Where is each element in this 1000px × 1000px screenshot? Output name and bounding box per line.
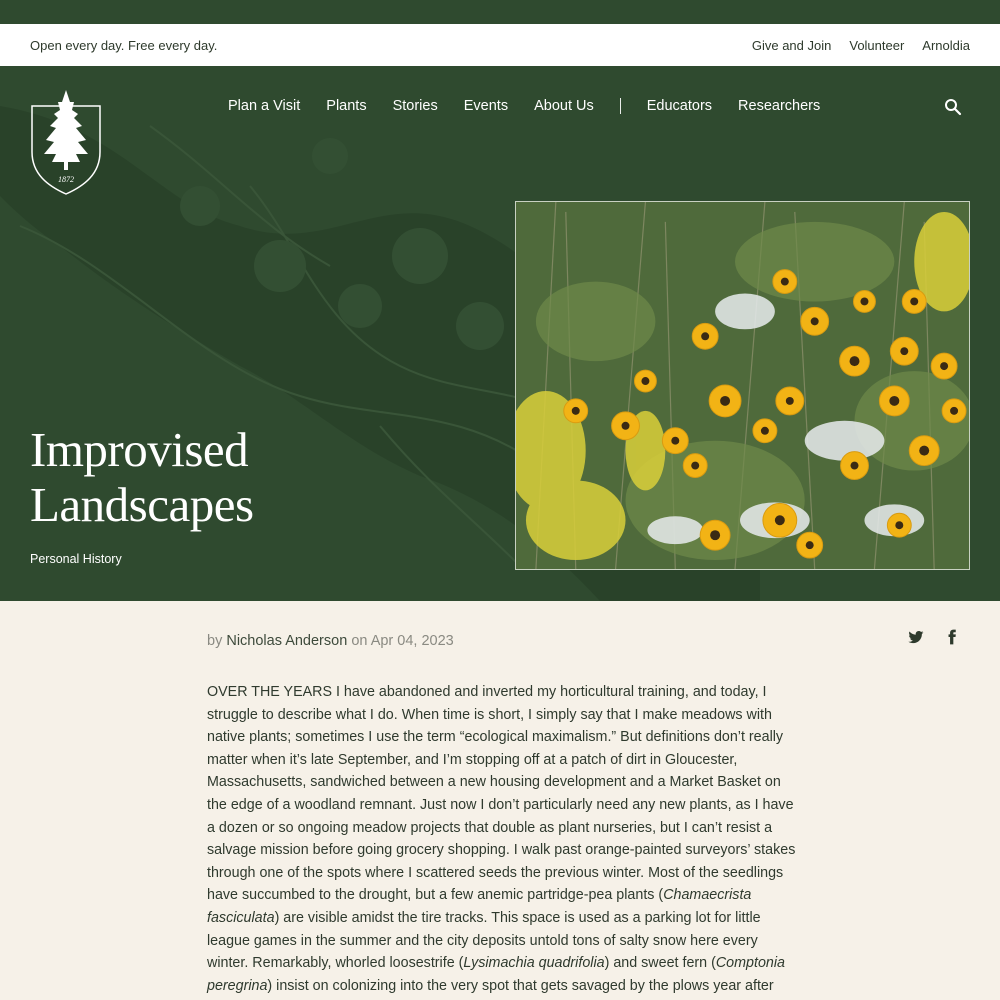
nav-plants[interactable]: Plants bbox=[326, 98, 367, 114]
volunteer-link[interactable]: Volunteer bbox=[849, 37, 905, 53]
page-title bbox=[30, 422, 254, 532]
nav-stories[interactable]: Stories bbox=[392, 98, 438, 114]
species-name-chamaecrista: Chamaecrista fasciculata bbox=[207, 887, 752, 926]
main-nav bbox=[228, 98, 846, 114]
category-label[interactable]: Personal History bbox=[30, 552, 122, 566]
byline bbox=[207, 633, 454, 649]
nav-divider bbox=[620, 98, 621, 114]
author-link[interactable]: Nicholas Anderson bbox=[226, 633, 348, 649]
species-name-lysimachia: Lysimachia quadrifolia bbox=[463, 955, 605, 972]
nav-researchers[interactable]: Researchers bbox=[738, 98, 821, 114]
species-name-comptonia: Comptonia peregrina bbox=[207, 955, 785, 994]
logo-year: 1872 bbox=[58, 175, 74, 184]
article-body bbox=[207, 681, 797, 997]
nav-about-us[interactable]: About Us bbox=[534, 98, 594, 114]
give-and-join-link[interactable]: Give and Join bbox=[751, 37, 832, 53]
body-text-1: OVER THE YEARS I have abandoned and inverted my horticultural training, and today, I struggle to describe what I do. When time is short, I simply say that I make meadows with native plants; sometimes I use the term “ecological maximalism.” But definitions don’t really matter when it’s late September, and I’m stopping off at a patch of dirt in Gloucester, Massachusetts, sandwiched between a new housing development and a Market Basket on the edge of a woodland remnant. Just now I don’t particularly need any new plants, as I have a dozen or so ongoing meadow projects that double as plant nurseries, but I can’t resist a salvage mission before going grocery shopping. I walk past orange-painted surveyors’ stakes through one of the spots where I scattered seeds the previous winter. Most of the seedlings have succumbed to the drought, but a few anemic partridge-pea plants ( bbox=[207, 684, 796, 904]
title-line-1: Improvised bbox=[30, 422, 249, 477]
arnoldia-link[interactable]: Arnoldia bbox=[922, 37, 970, 53]
hero-photo-flowers bbox=[515, 201, 970, 570]
by-prefix: by bbox=[207, 633, 223, 649]
nav-events[interactable]: Events bbox=[463, 98, 509, 114]
nav-plan-a-visit[interactable]: Plan a Visit bbox=[228, 98, 301, 114]
title-line-2: Landscapes bbox=[30, 477, 254, 532]
tagline: Open every day. Free every day. bbox=[30, 37, 218, 53]
body-text-3: ) and sweet fern ( bbox=[604, 955, 716, 972]
body-text-4: ) insist on colonizing into the very spot that gets savaged by the plows year after bbox=[267, 977, 774, 994]
tree-shield-logo[interactable] bbox=[30, 88, 102, 196]
top-band bbox=[0, 0, 1000, 24]
on-prefix: on bbox=[351, 633, 368, 649]
utility-bar bbox=[0, 24, 1000, 66]
twitter-icon[interactable] bbox=[908, 629, 924, 645]
facebook-icon[interactable] bbox=[944, 629, 960, 645]
publish-date: Apr 04, 2023 bbox=[370, 633, 454, 649]
nav-educators[interactable]: Educators bbox=[646, 98, 713, 114]
utility-links bbox=[752, 38, 970, 53]
hero bbox=[0, 66, 1000, 601]
body-text-2: ) are visible amidst the tire tracks. This space is used as a parking lot for little league games in the summer and the city deposits untold tons of salty snow here every winter. Remarkably, whorled loosestrife ( bbox=[207, 909, 761, 972]
search-icon[interactable] bbox=[944, 98, 962, 116]
share-buttons bbox=[908, 629, 960, 645]
